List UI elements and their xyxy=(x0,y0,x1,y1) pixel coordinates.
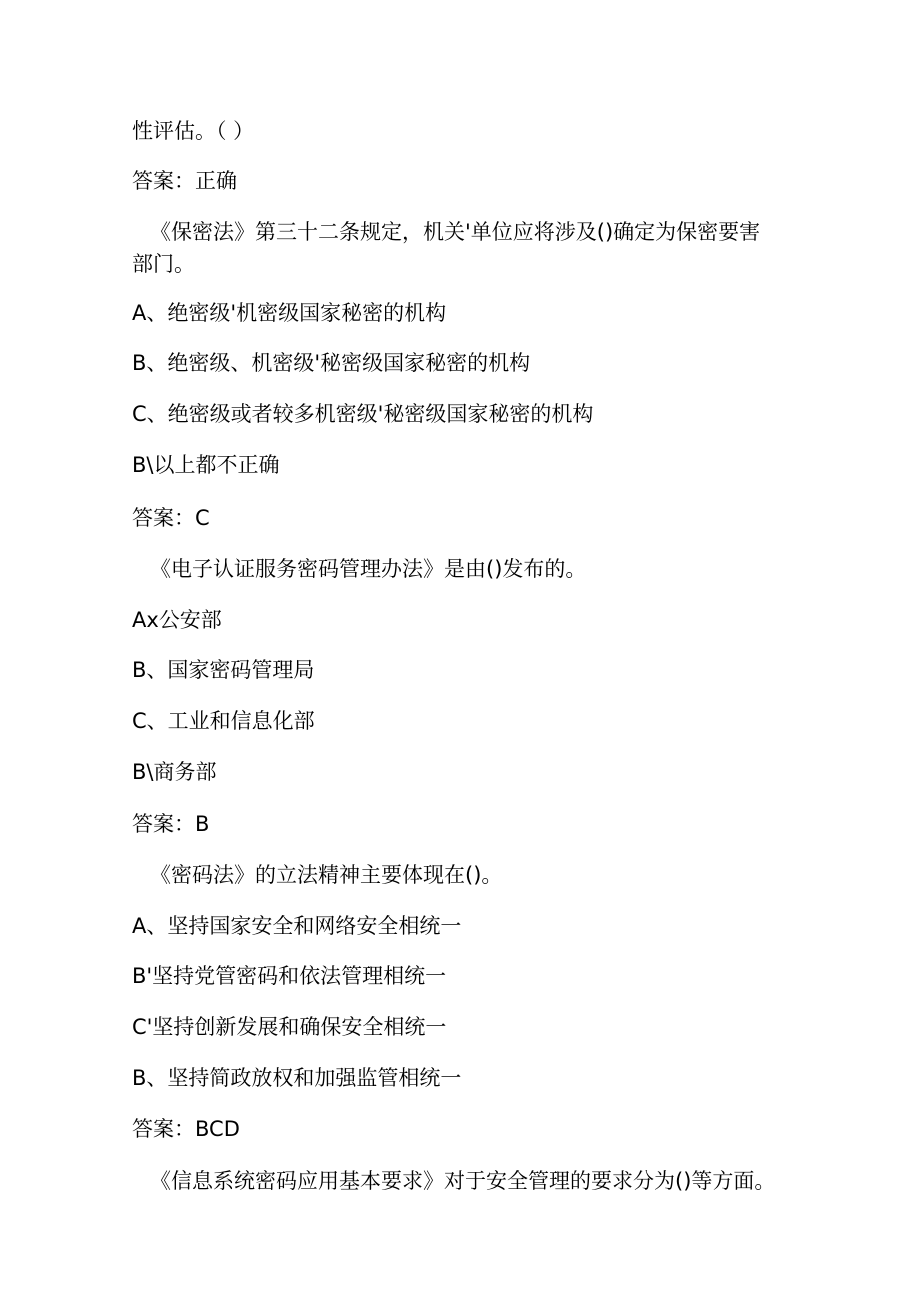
question-text: 《保密法》第三十二条规定，机关'单位应将涉及()确定为保密要害部门。 xyxy=(132,220,761,276)
option-c: C、工业和信息化部 xyxy=(132,709,315,733)
option-a: Ax公安部 xyxy=(132,608,222,632)
answer-line: 答案：B xyxy=(132,812,210,836)
answer-line: 答案：正确 xyxy=(132,169,237,193)
answer-line: 答案：BCD xyxy=(132,1117,240,1141)
question-text: 《密码法》的立法精神主要体现在()。 xyxy=(150,863,503,887)
answer-line: 答案：C xyxy=(132,506,210,530)
text-line: 性评估。（ ） xyxy=(132,119,255,143)
option-d: B\以上都不正确 xyxy=(132,453,280,477)
option-a: A、绝密级'机密级国家秘密的机构 xyxy=(132,301,447,325)
option-c: C、绝密级或者较多机密级'秘密级国家秘密的机构 xyxy=(132,402,594,426)
question-text: 《信息系统密码应用基本要求》对于安全管理的要求分为()等方面。 xyxy=(150,1169,776,1193)
option-a: A、坚持国家安全和网络安全相统一 xyxy=(132,914,462,938)
question-text: 《电子认证服务密码管理办法》是由()发布的。 xyxy=(150,557,587,581)
option-c: C'坚持创新发展和确保安全相统一 xyxy=(132,1015,447,1039)
option-d: B\商务部 xyxy=(132,760,217,784)
option-d: B、坚持简政放权和加强监管相统一 xyxy=(132,1066,462,1090)
option-b: B、绝密级、机密级'秘密级国家秘密的机构 xyxy=(132,351,531,375)
option-b: B、国家密码管理局 xyxy=(132,658,315,682)
option-b: B'坚持党管密码和依法管理相统一 xyxy=(132,964,447,988)
